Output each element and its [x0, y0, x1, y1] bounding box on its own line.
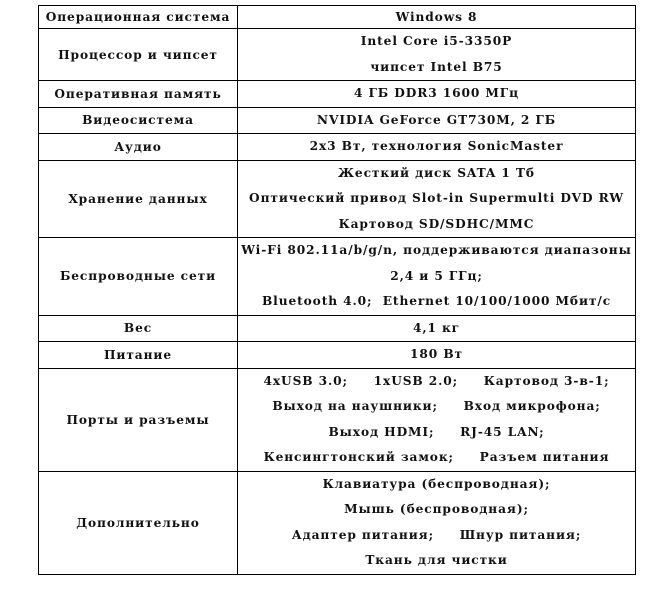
- spec-row-storage: [39, 160, 636, 238]
- spec-value-line: Адаптер питания; Шнур питания;: [291, 527, 582, 542]
- spec-value: [238, 368, 636, 471]
- spec-row-power: [39, 342, 636, 369]
- spec-value: [238, 342, 636, 369]
- spec-label: Беспроводные сети: [39, 238, 238, 316]
- spec-value-line: Bluetooth 4.0; Ethernet 10/100/1000 Мбит/с: [261, 294, 612, 308]
- spec-value: [238, 6, 636, 29]
- spec-value-line: NVIDIA GeForce GT730M, 2 ГБ: [316, 112, 557, 127]
- spec-value-line: 4 ГБ DDR3 1600 МГц: [353, 86, 520, 100]
- spec-label: Порты и разъемы: [39, 368, 238, 471]
- spec-row-weight: [39, 315, 636, 342]
- spec-value-line: Ткань для чистки: [365, 553, 508, 567]
- spec-value-line: Выход HDMI; RJ-45 LAN;: [328, 424, 545, 439]
- spec-label: Операционная система: [39, 6, 238, 29]
- spec-row-cpu: [39, 29, 636, 81]
- spec-label: Вес: [39, 315, 238, 342]
- spec-label: Хранение данных: [39, 160, 238, 238]
- spec-table: [38, 5, 636, 575]
- spec-label: Питание: [39, 342, 238, 369]
- spec-value: [238, 29, 636, 81]
- spec-value-line: Жесткий диск SATA 1 Тб: [338, 165, 535, 180]
- spec-value-line: чипсет Intel B75: [370, 59, 503, 74]
- spec-row-ports: [39, 368, 636, 471]
- spec-row-wireless: [39, 238, 636, 316]
- spec-value-line: 4,1 кг: [412, 320, 461, 335]
- spec-row-extras: [39, 471, 636, 574]
- spec-value: [238, 315, 636, 342]
- spec-value-line: 4xUSB 3.0; 1xUSB 2.0; Картовод 3-в-1;: [263, 373, 610, 388]
- spec-label: Оперативная память: [39, 81, 238, 108]
- spec-value-line: Выход на наушники; Вход микрофона;: [272, 399, 601, 413]
- spec-value-line: 2,4 и 5 ГГц;: [390, 268, 483, 283]
- spec-value-line: Кенсингтонский замок; Разъем питания: [263, 450, 610, 464]
- spec-label: Аудио: [39, 134, 238, 161]
- spec-label: Видеосистема: [39, 107, 238, 134]
- spec-value-line: Wi-Fi 802.11a/b/g/n, поддерживаются диапазоны: [241, 243, 632, 257]
- spec-label: Процессор и чипсет: [39, 29, 238, 81]
- spec-value-line: Картовод SD/SDHC/MMC: [338, 216, 535, 231]
- spec-value-line: 180 Вт: [410, 347, 463, 361]
- spec-value-line: Клавиатура (беспроводная);: [322, 476, 551, 491]
- spec-row-audio: [39, 134, 636, 161]
- spec-value-line: Оптический привод Slot-in Supermulti DVD RW: [249, 191, 624, 205]
- spec-label: Дополнительно: [39, 471, 238, 574]
- spec-value-line: Мышь (беспроводная);: [344, 502, 529, 516]
- spec-value: [238, 471, 636, 574]
- spec-value-line: Intel Core i5-3350P: [360, 34, 513, 48]
- spec-value-line: Windows 8: [395, 10, 478, 24]
- spec-value: [238, 81, 636, 108]
- spec-value: [238, 238, 636, 316]
- spec-value: [238, 160, 636, 238]
- spec-row-ram: [39, 81, 636, 108]
- spec-value-line: 2x3 Вт, технология SonicMaster: [309, 139, 564, 153]
- spec-value: [238, 107, 636, 134]
- spec-row-os: [39, 6, 636, 29]
- spec-value: [238, 134, 636, 161]
- spec-row-video: [39, 107, 636, 134]
